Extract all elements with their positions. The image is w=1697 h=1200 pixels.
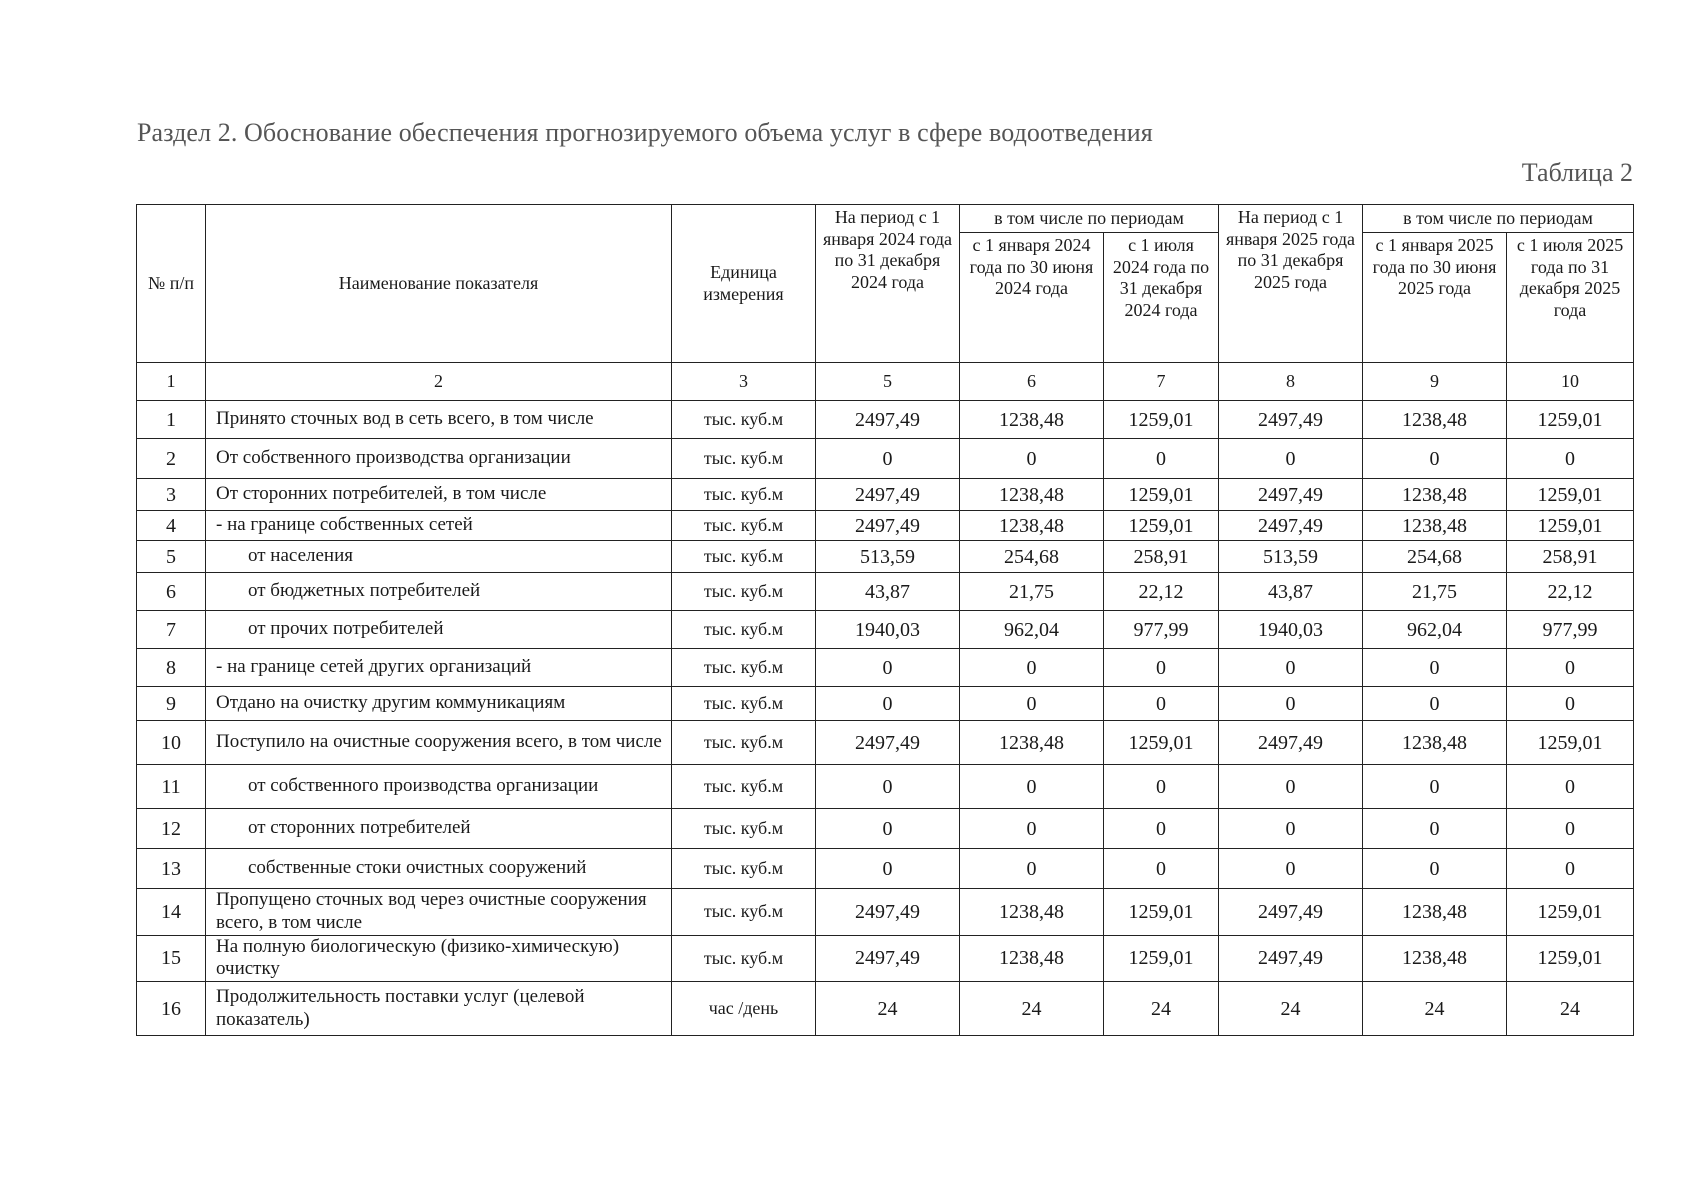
table-row	[137, 765, 1634, 809]
row-number: 2	[137, 439, 206, 479]
value-cell: 0	[1363, 649, 1507, 687]
value-cell: 24	[1104, 982, 1219, 1036]
value-cell: 977,99	[1507, 611, 1634, 649]
value-cell: 0	[816, 765, 960, 809]
value-cell: 0	[960, 849, 1104, 889]
indicator-name: Продолжительность поставки услуг (целевой показатель)	[206, 982, 672, 1036]
header-period-2024: На период с 1 января 2024 года по 31 декабря 2024 года	[816, 205, 960, 363]
value-cell: 2497,49	[1219, 479, 1363, 511]
indicator-name: Принято сточных вод в сеть всего, в том числе	[206, 401, 672, 439]
value-cell: 22,12	[1507, 573, 1634, 611]
column-number-row	[137, 363, 1634, 401]
value-cell: 2497,49	[1219, 889, 1363, 936]
value-cell: 0	[816, 849, 960, 889]
column-number-cell: 2	[206, 363, 672, 401]
value-cell: 1259,01	[1507, 401, 1634, 439]
indicator-name: от сторонних потребителей	[206, 809, 672, 849]
header-h2-2025: с 1 июля 2025 года по 31 декабря 2025 года	[1507, 233, 1634, 363]
value-cell: 0	[816, 687, 960, 721]
value-cell: 0	[1363, 687, 1507, 721]
table-row	[137, 721, 1634, 765]
table-row	[137, 649, 1634, 687]
value-cell: 0	[960, 687, 1104, 721]
header-num: № п/п	[137, 205, 206, 363]
column-number-cell: 8	[1219, 363, 1363, 401]
value-cell: 0	[1219, 765, 1363, 809]
unit-cell: тыс. куб.м	[672, 935, 816, 982]
row-number: 5	[137, 541, 206, 573]
header-unit: Единица измерения	[672, 205, 816, 363]
column-number-cell: 10	[1507, 363, 1634, 401]
column-number-cell: 7	[1104, 363, 1219, 401]
value-cell: 2497,49	[816, 511, 960, 541]
indicator-name: собственные стоки очистных сооружений	[206, 849, 672, 889]
value-cell: 0	[1363, 809, 1507, 849]
value-cell: 1940,03	[816, 611, 960, 649]
value-cell: 2497,49	[1219, 935, 1363, 982]
indicator-name: От сторонних потребителей, в том числе	[206, 479, 672, 511]
value-cell: 2497,49	[1219, 511, 1363, 541]
value-cell: 2497,49	[816, 935, 960, 982]
value-cell: 1238,48	[1363, 889, 1507, 936]
unit-cell: тыс. куб.м	[672, 401, 816, 439]
value-cell: 1238,48	[1363, 935, 1507, 982]
indicator-name: от прочих потребителей	[206, 611, 672, 649]
value-cell: 24	[816, 982, 960, 1036]
row-number: 11	[137, 765, 206, 809]
header-period-2025: На период с 1 января 2025 года по 31 декабря 2025 года	[1219, 205, 1363, 363]
table-row	[137, 982, 1634, 1036]
header-h2-2024: с 1 июля 2024 года по 31 декабря 2024 года	[1104, 233, 1219, 363]
value-cell: 1238,48	[960, 889, 1104, 936]
indicator-name: Поступило на очистные сооружения всего, в том числе	[206, 721, 672, 765]
indicator-name: - на границе собственных сетей	[206, 511, 672, 541]
unit-cell: тыс. куб.м	[672, 511, 816, 541]
value-cell: 0	[960, 649, 1104, 687]
value-cell: 0	[1219, 809, 1363, 849]
unit-cell: тыс. куб.м	[672, 573, 816, 611]
indicator-name: от населения	[206, 541, 672, 573]
value-cell: 0	[1507, 809, 1634, 849]
table-row	[137, 611, 1634, 649]
header-h1-2025: с 1 января 2025 года по 30 июня 2025 года	[1363, 233, 1507, 363]
indicator-name: Пропущено сточных вод через очистные сооружения всего, в том числе	[206, 889, 672, 936]
unit-cell: час /день	[672, 982, 816, 1036]
value-cell: 1238,48	[1363, 721, 1507, 765]
row-number: 4	[137, 511, 206, 541]
value-cell: 0	[1507, 439, 1634, 479]
value-cell: 1238,48	[960, 479, 1104, 511]
unit-cell: тыс. куб.м	[672, 765, 816, 809]
value-cell: 1259,01	[1104, 935, 1219, 982]
value-cell: 0	[1104, 649, 1219, 687]
value-cell: 258,91	[1104, 541, 1219, 573]
row-number: 6	[137, 573, 206, 611]
row-number: 8	[137, 649, 206, 687]
unit-cell: тыс. куб.м	[672, 889, 816, 936]
value-cell: 1238,48	[960, 511, 1104, 541]
value-cell: 0	[1507, 687, 1634, 721]
header-sub-2025: в том числе по периодам	[1363, 205, 1634, 233]
value-cell: 2497,49	[816, 401, 960, 439]
unit-cell: тыс. куб.м	[672, 809, 816, 849]
value-cell: 1259,01	[1104, 889, 1219, 936]
column-number-cell: 3	[672, 363, 816, 401]
table-row	[137, 809, 1634, 849]
value-cell: 24	[960, 982, 1104, 1036]
value-cell: 513,59	[1219, 541, 1363, 573]
row-number: 9	[137, 687, 206, 721]
value-cell: 24	[1219, 982, 1363, 1036]
value-cell: 0	[816, 809, 960, 849]
value-cell: 977,99	[1104, 611, 1219, 649]
value-cell: 1259,01	[1104, 511, 1219, 541]
value-cell: 2497,49	[816, 889, 960, 936]
value-cell: 24	[1507, 982, 1634, 1036]
value-cell: 0	[1104, 765, 1219, 809]
unit-cell: тыс. куб.м	[672, 439, 816, 479]
value-cell: 2497,49	[816, 721, 960, 765]
value-cell: 1259,01	[1507, 889, 1634, 936]
value-cell: 2497,49	[1219, 401, 1363, 439]
value-cell: 0	[1363, 765, 1507, 809]
table-row	[137, 479, 1634, 511]
value-cell: 1238,48	[1363, 479, 1507, 511]
value-cell: 0	[1507, 849, 1634, 889]
table-row	[137, 935, 1634, 982]
value-cell: 0	[1104, 687, 1219, 721]
value-cell: 0	[1219, 649, 1363, 687]
value-cell: 1259,01	[1507, 511, 1634, 541]
column-number-cell: 1	[137, 363, 206, 401]
unit-cell: тыс. куб.м	[672, 721, 816, 765]
value-cell: 1238,48	[1363, 401, 1507, 439]
row-number: 3	[137, 479, 206, 511]
value-cell: 0	[1104, 439, 1219, 479]
value-cell: 254,68	[1363, 541, 1507, 573]
table-row	[137, 849, 1634, 889]
row-number: 7	[137, 611, 206, 649]
value-cell: 1259,01	[1507, 935, 1634, 982]
table-row	[137, 541, 1634, 573]
value-cell: 1259,01	[1104, 721, 1219, 765]
row-number: 16	[137, 982, 206, 1036]
indicator-name: от собственного производства организации	[206, 765, 672, 809]
value-cell: 0	[816, 649, 960, 687]
value-cell: 0	[1104, 849, 1219, 889]
unit-cell: тыс. куб.м	[672, 849, 816, 889]
value-cell: 0	[960, 439, 1104, 479]
value-cell: 0	[1104, 809, 1219, 849]
row-number: 15	[137, 935, 206, 982]
value-cell: 254,68	[960, 541, 1104, 573]
row-number: 13	[137, 849, 206, 889]
row-number: 10	[137, 721, 206, 765]
value-cell: 21,75	[960, 573, 1104, 611]
header-h1-2024: с 1 января 2024 года по 30 июня 2024 года	[960, 233, 1104, 363]
value-cell: 24	[1363, 982, 1507, 1036]
column-number-cell: 6	[960, 363, 1104, 401]
unit-cell: тыс. куб.м	[672, 541, 816, 573]
table-body	[137, 401, 1634, 1036]
value-cell: 0	[960, 765, 1104, 809]
row-number: 12	[137, 809, 206, 849]
indicator-name: - на границе сетей других организаций	[206, 649, 672, 687]
table-row	[137, 439, 1634, 479]
value-cell: 0	[1507, 649, 1634, 687]
unit-cell: тыс. куб.м	[672, 649, 816, 687]
value-cell: 0	[1507, 765, 1634, 809]
column-number-cell: 9	[1363, 363, 1507, 401]
value-cell: 1259,01	[1104, 479, 1219, 511]
table-label: Таблица 2	[1521, 158, 1633, 187]
value-cell: 1238,48	[960, 935, 1104, 982]
table-row	[137, 511, 1634, 541]
value-cell: 1238,48	[1363, 511, 1507, 541]
value-cell: 1259,01	[1104, 401, 1219, 439]
value-cell: 1238,48	[960, 721, 1104, 765]
indicator-name: Отдано на очистку другим коммуникациям	[206, 687, 672, 721]
value-cell: 962,04	[1363, 611, 1507, 649]
value-cell: 1238,48	[960, 401, 1104, 439]
value-cell: 2497,49	[816, 479, 960, 511]
section-title: Раздел 2. Обоснование обеспечения прогнозируемого объема услуг в сфере водоотведения	[137, 118, 1153, 147]
value-cell: 513,59	[816, 541, 960, 573]
unit-cell: тыс. куб.м	[672, 687, 816, 721]
value-cell: 0	[816, 439, 960, 479]
table-row	[137, 401, 1634, 439]
indicator-name: От собственного производства организации	[206, 439, 672, 479]
forecast-table	[136, 204, 1634, 1036]
value-cell: 258,91	[1507, 541, 1634, 573]
table-row	[137, 889, 1634, 936]
value-cell: 43,87	[816, 573, 960, 611]
value-cell: 2497,49	[1219, 721, 1363, 765]
value-cell: 962,04	[960, 611, 1104, 649]
row-number: 14	[137, 889, 206, 936]
header-sub-2024: в том числе по периодам	[960, 205, 1219, 233]
indicator-name: от бюджетных потребителей	[206, 573, 672, 611]
value-cell: 1259,01	[1507, 479, 1634, 511]
value-cell: 1940,03	[1219, 611, 1363, 649]
row-number: 1	[137, 401, 206, 439]
value-cell: 22,12	[1104, 573, 1219, 611]
value-cell: 0	[1363, 439, 1507, 479]
indicator-name: На полную биологическую (физико-химическую) очистку	[206, 935, 672, 982]
unit-cell: тыс. куб.м	[672, 479, 816, 511]
value-cell: 0	[960, 809, 1104, 849]
table-row	[137, 687, 1634, 721]
column-number-cell: 5	[816, 363, 960, 401]
unit-cell: тыс. куб.м	[672, 611, 816, 649]
value-cell: 1259,01	[1507, 721, 1634, 765]
header-name: Наименование показателя	[206, 205, 672, 363]
value-cell: 0	[1363, 849, 1507, 889]
value-cell: 0	[1219, 439, 1363, 479]
value-cell: 0	[1219, 849, 1363, 889]
value-cell: 43,87	[1219, 573, 1363, 611]
value-cell: 0	[1219, 687, 1363, 721]
table-row	[137, 573, 1634, 611]
value-cell: 21,75	[1363, 573, 1507, 611]
